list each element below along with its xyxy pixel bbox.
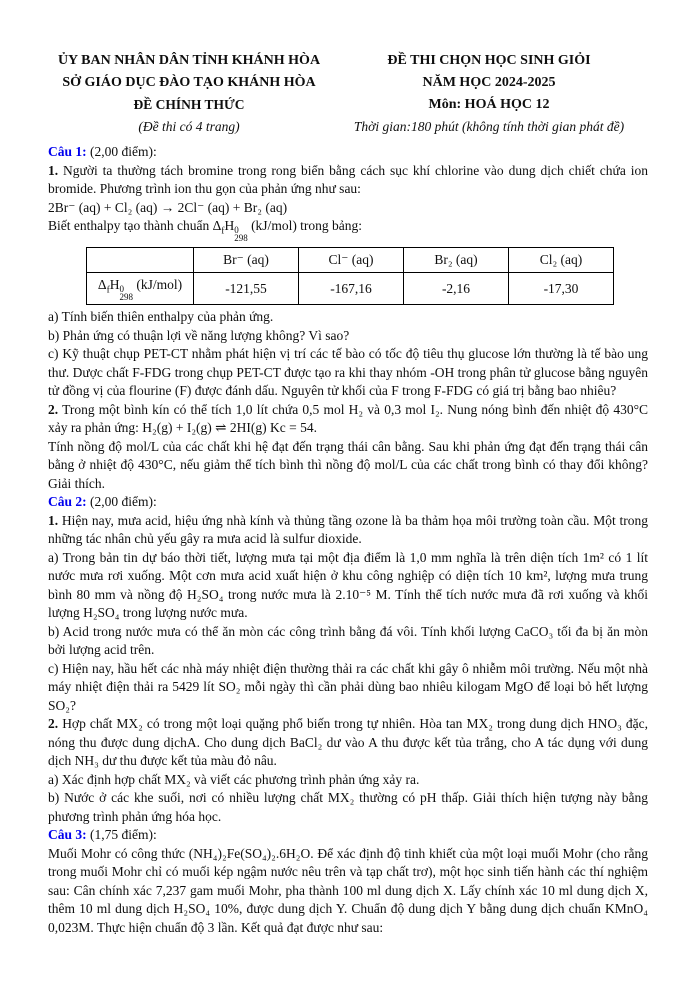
q1-part1-paragraph [48, 162, 648, 199]
enthalpy-table-header-cl: Cl⁻ (aq) [299, 248, 404, 273]
q1-ionic-equation: 2Br⁻ (aq) + Cl₂ (aq) → 2Cl⁻ (aq) + Br₂ (aq) [48, 199, 288, 215]
q1-enthalpy-intro [48, 217, 648, 242]
document-header [48, 50, 648, 138]
issuer-block [48, 50, 330, 138]
q2-part2-text: Hợp chất MX₂ có trong một loại quặng phổ biến trong tự nhiên. Hòa tan MX₂ trong dung dịch HNO₃ đặc, nóng thu được dung dịchA. Cho dung dịch BaCl₂ dư vào A thu được kết tủa trắng, cho A tác dụng với dung dịch NH₃ dư thu được kết tủa màu đỏ nâu. [48, 716, 649, 768]
question-3-heading [48, 826, 648, 845]
q2-part2-number: 2. [48, 716, 59, 731]
delta-f-subscript: f [106, 285, 110, 296]
delta-glyph: Δ [97, 276, 107, 292]
enthalpy-superscript-0: 0 [234, 225, 239, 235]
enthalpy-table-corner-cell [87, 248, 194, 273]
q1-part1-number: 1. [48, 162, 59, 178]
enthalpy-table-header-row [87, 248, 614, 273]
exam-title-block [330, 50, 648, 138]
enthalpy-value-br2: -2,16 [404, 273, 509, 305]
q2-item-a: a) Trong bản tin dự báo thời tiết, lượng mưa tại một địa điểm là 1,0 mm nghĩa là trên diện tích 1m² có 1 lít nước mưa rơi xuống. Một cơn mưa acid xuất hiện ở khu công nghiệp có diện tích 10 km², lượng mưa trung bình 80 mm và nồng độ H₂SO₄ trong nước mưa là 2.10⁻⁵ M. Tính thể tích nước mưa đã rơi xuống và khối lượng H₂SO₄ trong lượng nước mưa. [48, 549, 648, 620]
question-2-heading [48, 493, 648, 512]
enthalpy-table-header-cl2: Cl₂ (aq) [509, 248, 614, 273]
enthalpy-unit: (kJ/mol) [132, 276, 183, 292]
official-exam-label: ĐỀ CHÍNH THỨC [133, 97, 245, 112]
enthalpy-subscript-298: 298 [119, 291, 133, 302]
q3-paragraph: Muối Mohr có công thức (NH₄)₂Fe(SO₄)₂.6H₂O. Để xác định độ tinh khiết của một loại muối Mohr (cho rằng trong muối Mohr chỉ có muối kép ngậm nước nêu trên và tạp chất trơ), một học sinh tiến hành các thí nghiệm sau: Cân chính xác 7,237 gam muối Mohr, pha thành 100 ml dung dịch X. Lấy chính xác 10 ml dung dịch X, thêm 10 ml dung dịch H₂SO₄ 10%, được dung dịch Y. Chuẩn độ dung dịch Y bằng dung dịch chuẩn KMnO₄ 0,023M. Thực hiện chuẩn độ 3 lần. Kết quả đạt được như sau: [48, 845, 648, 935]
exam-body [48, 143, 648, 937]
enthalpy-value-cl: -167,16 [299, 273, 404, 305]
enthalpy-supsub [234, 226, 248, 242]
q1-item-c: c) Kỹ thuật chụp PET-CT nhằm phát hiện vị trí các tế bào có tốc độ tiêu thụ glucose lớn thường là tế bào ung thư. Dược chất F-FDG trong chụp PET-CT được tạo ra khi thay nhóm -OH trong phân tử glucose bằng nguyên tử đồng vị của flourine (F) được đánh dấu. Nguyên tử khối của F trong F-FDG có giá trị bằng bao nhiêu? [48, 346, 648, 398]
enthalpy-value-cl2: -17,30 [509, 273, 614, 305]
q1-part1-text: Người ta thường tách bromine trong rong biển bằng cách sục khí chlorine vào dung dịch chiết chứa ion bromide. Phương trình ion thu gọn của phản ứng như sau: [48, 162, 648, 196]
duration-line: Thời gian:180 phút (không tính thời gian phát đề) [353, 119, 625, 134]
enthalpy-h: H [224, 218, 235, 233]
q1-item-a: a) Tính biến thiên enthalpy của phản ứng. [48, 309, 274, 324]
enthalpy-symbol [97, 276, 133, 302]
q2-item-b: b) Acid trong nước mưa có thể ăn mòn các công trình bằng đá vôi. Tính khối lượng CaCO₃ tối đa bị ăn mòn bởi lượng acid trên. [48, 623, 648, 657]
delta-glyph: Δ [212, 218, 222, 233]
question-3-label: Câu 3: [48, 827, 87, 842]
q1-part2-number: 2. [48, 401, 59, 417]
delta-f-subscript: f [221, 226, 225, 237]
question-3-points: (1,75 điểm): [90, 827, 157, 842]
enthalpy-symbol [212, 218, 248, 243]
q2-part1-text: Hiện nay, mưa acid, hiệu ứng nhà kính và thủng tầng ozone là ba thảm họa môi trường toàn cầu. Một trong những tác nhân chủ yếu gây ra mưa acid là sulfur dioxide. [48, 512, 649, 546]
issuer-line-2: SỞ GIÁO DỤC ĐÀO TẠO KHÁNH HÒA [62, 75, 316, 90]
enthalpy-superscript-0: 0 [119, 283, 124, 294]
enthalpy-table-header-br: Br⁻ (aq) [194, 248, 299, 273]
question-2-label: Câu 2: [48, 494, 87, 509]
q2-part1-number: 1. [48, 512, 59, 528]
issuer-line-1: ỦY BAN NHÂN DÂN TỈNH KHÁNH HÒA [57, 53, 321, 68]
exam-title: ĐỀ THI CHỌN HỌC SINH GIỎI [387, 53, 591, 68]
q1-item-b: b) Phản ứng có thuận lợi về năng lượng không? Vì sao? [48, 327, 350, 343]
q2-item-b2: b) Nước ở các khe suối, nơi có nhiều lượng chất MX₂ thường có pH thấp. Giải thích hiện tượng này bằng phương trình phản ứng hóa học. [48, 790, 648, 824]
q1-enthalpy-intro-pre: Biết enthalpy tạo thành chuẩn [48, 218, 213, 233]
question-1-points: (2,00 điểm): [90, 144, 157, 159]
enthalpy-subscript-298: 298 [234, 233, 248, 243]
question-1-heading [48, 143, 648, 162]
q2-part1-paragraph [48, 512, 648, 549]
school-year: NĂM HỌC 2024-2025 [422, 75, 556, 90]
enthalpy-value-br: -121,55 [194, 273, 299, 305]
enthalpy-h: H [109, 276, 120, 292]
page-count-note: (Đề thi có 4 trang) [138, 119, 240, 134]
q1-part2-paragraph [48, 401, 648, 438]
q1-part2-text: Trong một bình kín có thể tích 1,0 lít chứa 0,5 mol H₂ và 0,3 mol I₂. Nung nóng bình đến nhiệt độ 430°C xảy ra phản ứng: H₂(g) + I₂(g) ⇌ 2HI(g) Kc = 54. [48, 401, 648, 435]
question-1-label: Câu 1: [48, 144, 87, 159]
q2-part2-paragraph [48, 715, 648, 771]
enthalpy-table-header-br2: Br₂ (aq) [404, 248, 509, 273]
subject-line: Môn: HOÁ HỌC 12 [428, 97, 550, 112]
enthalpy-table [86, 247, 614, 305]
enthalpy-table-row-label [87, 273, 194, 305]
q2-item-c: c) Hiện nay, hầu hết các nhà máy nhiệt điện thường thải ra các chất khi gây ô nhiễm môi trường. Nếu một nhà máy nhiệt điện thải ra 5429 lít SO₂ mỗi ngày thì cần phải dùng bao nhiêu kilogam MgO để loại bỏ hết lượng SO₂? [48, 660, 648, 713]
question-2-points: (2,00 điểm): [90, 494, 157, 509]
q1-enthalpy-intro-post: (kJ/mol) trong bảng: [247, 218, 363, 233]
q1-part2-task: Tính nồng độ mol/L của các chất khi hệ đạt đến trạng thái cân bằng. Sau khi phản ứng đạt đến trạng thái cân bằng ở nhiệt độ 430°C, nếu giảm thể tích bình thì nồng độ mol/L của các chất trong bình có thay đổi không? Giải thích. [48, 438, 648, 491]
enthalpy-table-value-row [87, 273, 614, 305]
enthalpy-supsub [119, 285, 133, 301]
q2-item-a2: a) Xác định hợp chất MX₂ và viết các phương trình phản ứng xảy ra. [48, 771, 420, 787]
